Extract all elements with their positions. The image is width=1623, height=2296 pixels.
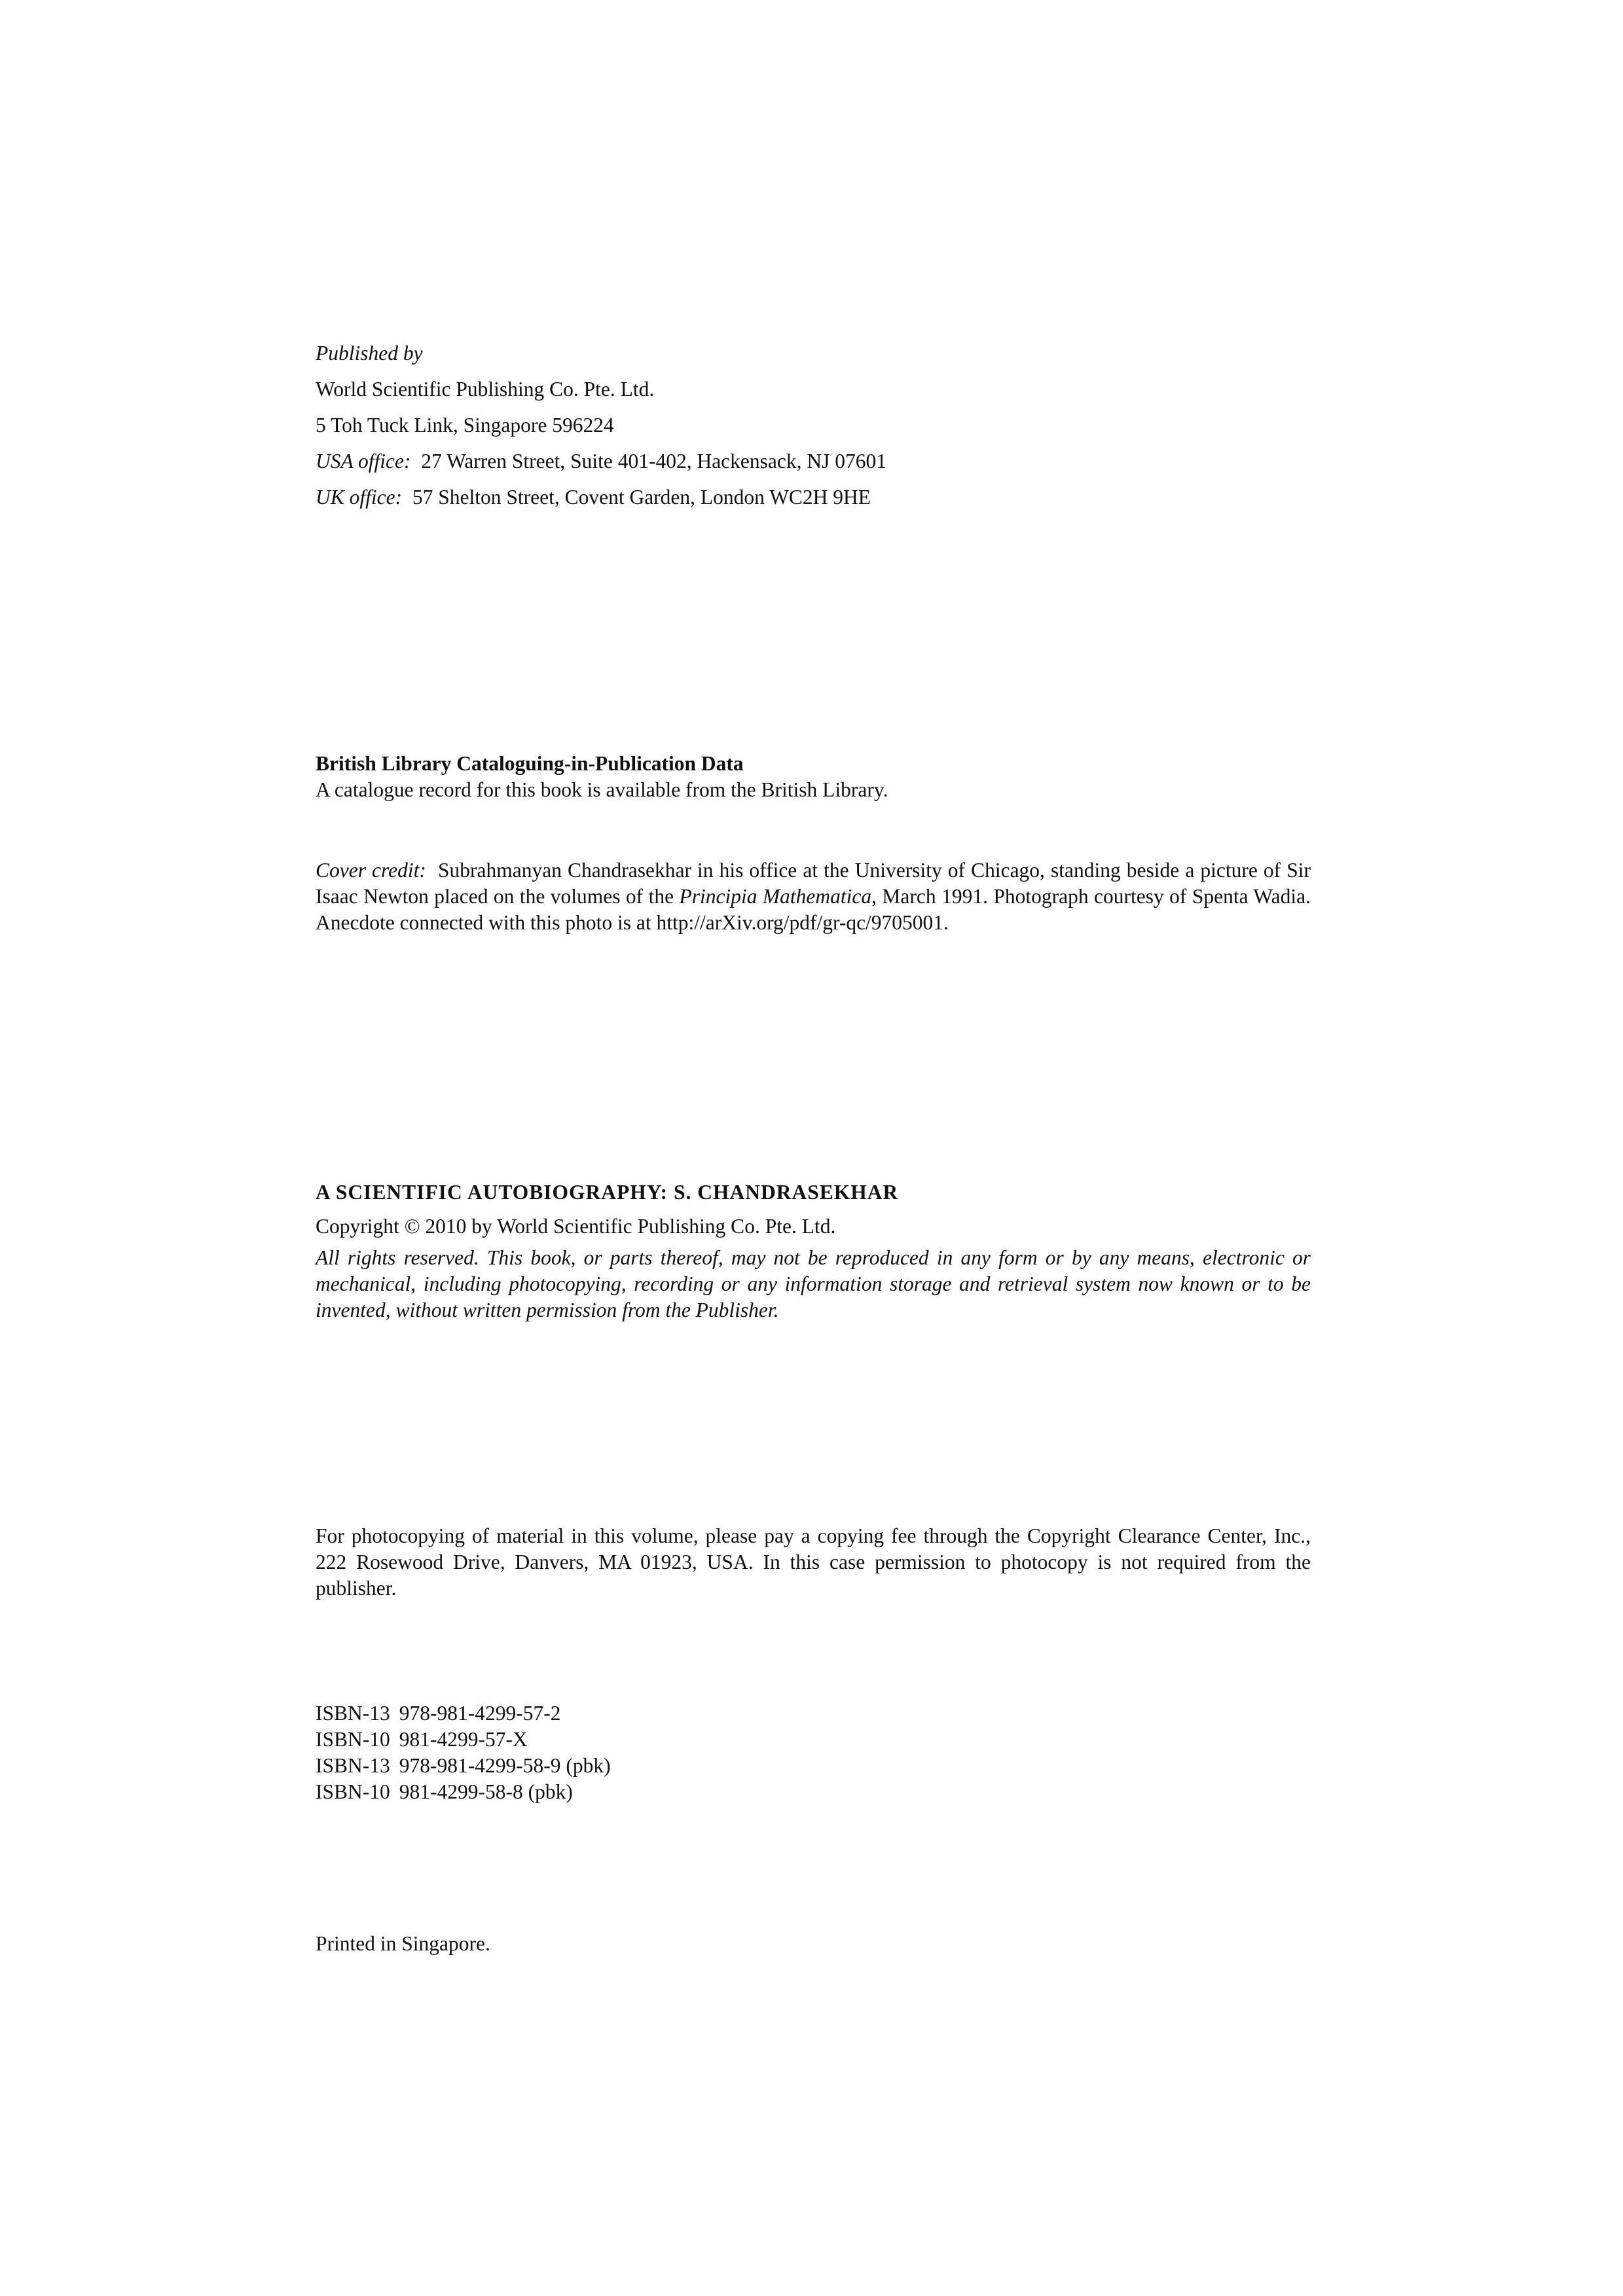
- book-title: A SCIENTIFIC AUTOBIOGRAPHY: S. CHANDRASEKHAR: [316, 1181, 899, 1204]
- cover-credit-label: Cover credit:: [316, 859, 426, 882]
- cover-credit-body-end: , March 1991. Photograph courtesy of Spenta Wadia. Anecdote connected with this photo is at http://arXiv.org/pdf/gr-qc/9705001.: [316, 885, 1311, 934]
- isbn-number: 981-4299-58-8 (pbk): [399, 1780, 573, 1803]
- isbn-type: ISBN-13: [316, 1754, 390, 1777]
- cover-credit-text: [316, 857, 1311, 936]
- usa-office-address: 27 Warren Street, Suite 401-402, Hackensack, NJ 07601: [421, 450, 886, 473]
- isbn-type: ISBN-10: [316, 1780, 390, 1803]
- uk-office: [316, 479, 1311, 515]
- photocopy-text: For photocopying of material in this volume, please pay a copying fee through the Copyright Clearance Center, Inc., 222 Rosewood Drive, Danvers, MA 01923, USA. In this case permission to photocopy is not required from the publisher.: [316, 1524, 1311, 1600]
- uk-office-address: 57 Shelton Street, Covent Garden, London WC2H 9HE: [412, 486, 871, 509]
- printed-in: [316, 1931, 1311, 1957]
- cip-data: [316, 751, 1311, 803]
- publisher-info: [316, 335, 1311, 515]
- usa-office: [316, 443, 1311, 479]
- photocopy-notice: [316, 1523, 1311, 1602]
- principia-title: Principia Mathematica: [679, 885, 872, 908]
- isbn-number: 978-981-4299-57-2: [399, 1702, 561, 1725]
- isbn-row: [316, 1753, 1311, 1779]
- printed-text: Printed in Singapore.: [316, 1932, 490, 1955]
- publisher-name: World Scientific Publishing Co. Pte. Ltd.: [316, 378, 655, 401]
- isbn-type: ISBN-13: [316, 1702, 390, 1725]
- isbn-type: ISBN-10: [316, 1728, 390, 1751]
- cip-heading: British Library Cataloguing-in-Publication Data: [316, 752, 744, 775]
- copyright-line: Copyright © 2010 by World Scientific Publishing Co. Pte. Ltd.: [316, 1215, 836, 1238]
- rights-reserved: All rights reserved. This book, or parts thereof, may not be reproduced in any form or by any means, electronic or mechanical, including photocopying, recording or any information storage and retrieval system now known or to be invented, without written permission from the Publisher.: [316, 1246, 1311, 1321]
- usa-office-label: USA office:: [316, 450, 411, 473]
- copyright-notice: [316, 1179, 1311, 1323]
- published-by-label: Published by: [316, 342, 423, 365]
- isbn-row: [316, 1700, 1311, 1727]
- isbn-number: 978-981-4299-58-9 (pbk): [399, 1754, 611, 1777]
- uk-office-label: UK office:: [316, 486, 403, 509]
- cip-text: A catalogue record for this book is available from the British Library.: [316, 778, 888, 801]
- isbn-row: [316, 1779, 1311, 1805]
- cover-credit: [316, 857, 1311, 936]
- isbn-list: [316, 1700, 1311, 1805]
- isbn-row: [316, 1727, 1311, 1753]
- isbn-number: 981-4299-57-X: [399, 1728, 528, 1751]
- publisher-address: 5 Toh Tuck Link, Singapore 596224: [316, 414, 614, 437]
- cover-credit-body-start: Subrahmanyan Chandrasekhar in his office at the University of Chicago, standing beside a picture of Sir Isaac Newton placed on the volumes of the: [316, 859, 1311, 908]
